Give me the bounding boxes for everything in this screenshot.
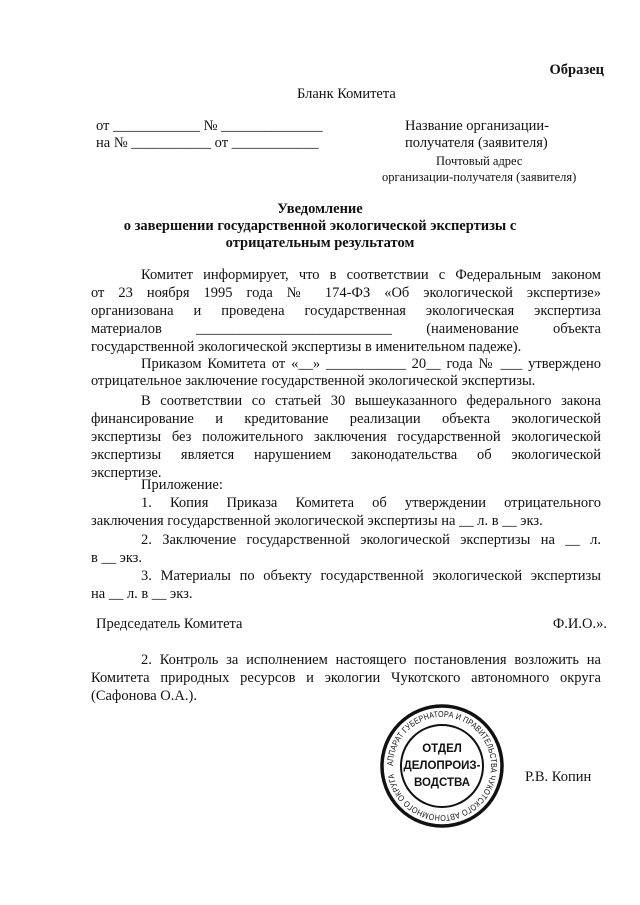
control-line: (Сафонова О.А.). — [91, 688, 197, 704]
office-stamp — [378, 702, 506, 830]
annex-heading: Приложение: — [141, 477, 223, 493]
stamp-center-line-2: ДЕЛОПРОИЗ- — [403, 760, 481, 772]
body-line: В соответствии со статьей 30 вышеуказанного федерального закона — [141, 393, 601, 409]
control-line: Комитета природных ресурсов и экологии Чукотского автономного округа — [91, 670, 601, 686]
body-line: государственной экологической экспертизы в именительном падеже). — [91, 339, 522, 355]
incoming-reference: на № ___________ от ____________ — [96, 135, 319, 151]
outgoing-reference: от ____________ № ______________ — [96, 118, 323, 134]
body-line: финансирование и кредитование реализации объекта экологической — [91, 411, 601, 427]
addressee-postal-org: организации-получателя (заявителя) — [382, 170, 577, 184]
addressee-org-name: Название организации- — [405, 118, 549, 134]
committee-letterhead: Бланк Комитета — [297, 86, 396, 102]
body-line: экспертизы без положительного заключения государственной экологической — [91, 429, 601, 445]
annex-item: 1. Копия Приказа Комитета об утверждении отрицательного — [141, 495, 601, 511]
title-line-2: о завершении государственной экологической экспертизы с — [123, 218, 517, 234]
chairman-label: Председатель Комитета — [96, 616, 243, 632]
body-line: Приказом Комитета от «__» ___________ 20__ года № ___ утверждено — [141, 356, 601, 372]
body-line: материалов ___________________________ (наименование объекта — [91, 321, 601, 337]
body-line: организована и проведена государственная экологическая экспертиза — [91, 303, 601, 319]
signer-name: Р.В. Копин — [525, 769, 592, 785]
stamp-ring-text: АППАРАТ ГУБЕРНАТОРА И ПРАВИТЕЛЬСТВА ЧУКОТСКОГО АВТОНОМНОГО ОКРУГА — [384, 708, 500, 824]
title-line-1: Уведомление — [277, 201, 363, 217]
annex-item: 2. Заключение государственной экологической экспертизы на __ л. — [141, 532, 601, 548]
body-line: экспертизе. — [91, 465, 162, 481]
chairman-fio: Ф.И.О.». — [552, 616, 607, 632]
body-line: от 23 ноября 1995 года № 174-ФЗ «Об экологической экспертизе» — [91, 285, 601, 301]
body-line: отрицательное заключение государственной экологической экспертизы. — [91, 373, 536, 389]
body-line: экспертизы является нарушением законодательства об экологической — [91, 447, 601, 463]
annex-item: 3. Материалы по объекту государственной экологической экспертизы — [141, 568, 601, 584]
stamp-center-line-3: ВОДСТВА — [413, 777, 471, 789]
title-line-3: отрицательным результатом — [225, 235, 415, 251]
body-line: Комитет информирует, что в соответствии с Федеральным законом — [141, 267, 601, 283]
annex-item: на __ л. в __ экз. — [91, 586, 193, 602]
annex-item: в __ экз. — [91, 550, 143, 566]
addressee-org-name-cont: получателя (заявителя) — [405, 135, 548, 151]
sample-mark: Образец — [549, 62, 604, 78]
annex-item: заключения государственной экологической экспертизы на __ л. в __ экз. — [91, 513, 543, 529]
control-line: 2. Контроль за исполнением настоящего постановления возложить на — [141, 652, 601, 668]
addressee-postal-label: Почтовый адрес — [436, 154, 523, 168]
stamp-center-line-1: ОТДЕЛ — [422, 743, 462, 755]
